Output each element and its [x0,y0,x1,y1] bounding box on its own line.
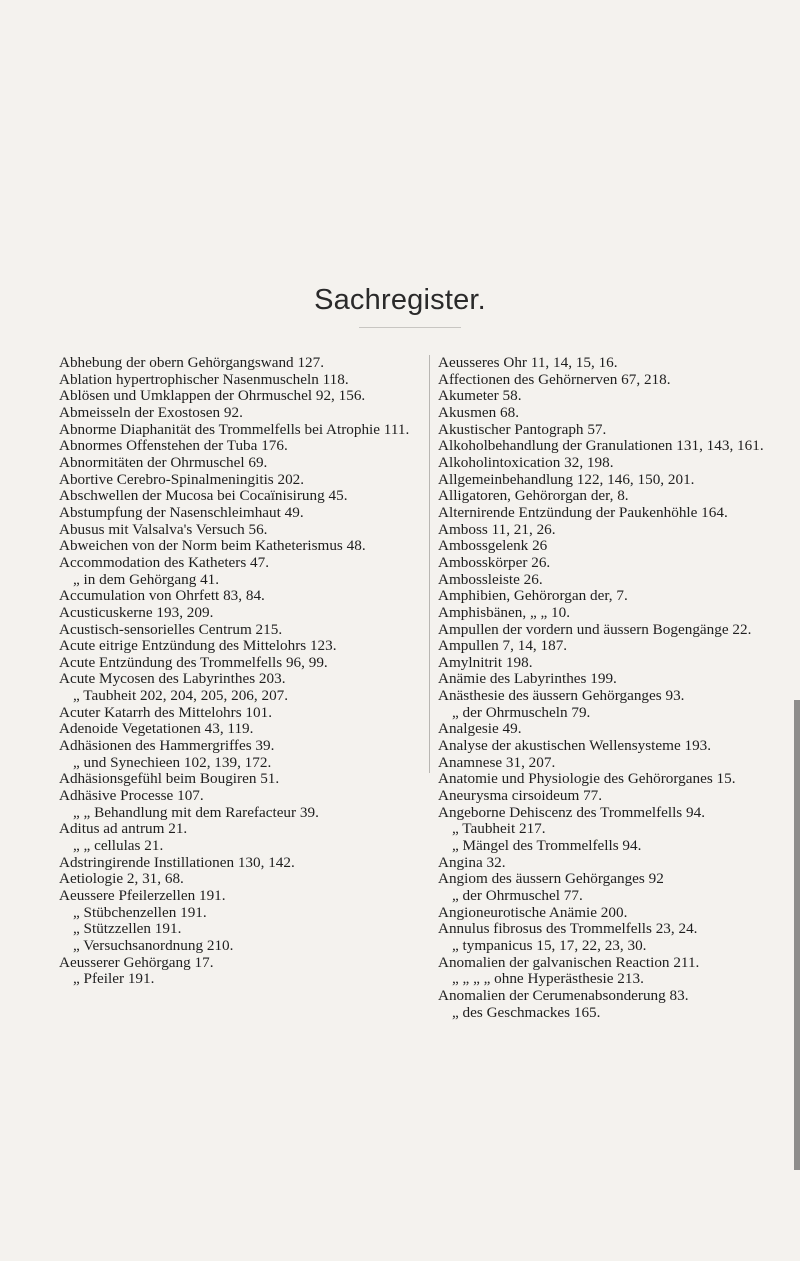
index-entry: Abnormes Offenstehen der Tuba 176. [59,437,288,455]
index-entry: „ Stübchenzellen 191. [73,903,207,921]
title-rule [359,327,461,328]
index-entry: Aetiologie 2, 31, 68. [59,870,184,888]
index-entry: „ „ Behandlung mit dem Rarefacteur 39. [73,803,319,821]
index-entry: Abhebung der obern Gehörgangswand 127. [59,354,325,371]
index-entry: Anamnese 31, 207. [438,753,556,771]
index-entry: Aeusserer Gehörgang 17. [59,953,214,971]
index-entry: „ der Ohrmuscheln 79. [452,703,591,721]
index-entry: Akusmen 68. [438,403,519,421]
index-entry: Alternirende Entzündung der Paukenhöhle 164. [438,503,728,521]
index-entry: Affectionen des Gehörnerven 67, 218. [438,370,671,388]
index-entry: Anomalien der Cerumenabsonderung 83. [438,986,689,1004]
index-entry: Alligatoren, Gehörorgan der, 8. [438,487,629,505]
index-entry: Ablation hypertrophischer Nasenmuscheln 118. [59,370,349,388]
index-entry: „ in dem Gehörgang 41. [73,570,220,588]
index-entry: Acute eitrige Entzündung des Mittelohrs 123. [59,637,337,655]
index-entry: Aeusseres Ohr 11, 14, 15, 16. [438,354,618,371]
index-column-left [59,355,429,988]
index-entry: Accumulation von Ohrfett 83, 84. [59,587,265,605]
index-entry: „ Taubheit 217. [452,820,546,838]
index-entry: Allgemeinbehandlung 122, 146, 150, 201. [438,470,695,488]
index-entry: Abnorme Diaphanität des Trommelfells bei Atrophie 111. [59,420,410,438]
index-entry: „ Versuchsanordnung 210. [73,936,234,954]
index-entry: Acute Entzündung des Trommelfells 96, 99. [59,653,328,671]
index-entry: Ambossgelenk 26 [438,537,548,555]
index-entry: Adenoide Vegetationen 43, 119. [59,720,254,738]
index-entry: Amphibien, Gehörorgan der, 7. [438,587,628,605]
index-entry: Akustischer Pantograph 57. [438,420,607,438]
index-entry: Acusticuskerne 193, 209. [59,603,214,621]
index-entry: Akumeter 58. [438,387,522,405]
index-entry: Analyse der akustischen Wellensysteme 193. [438,737,712,755]
index-entry: „ Mängel des Trommelfells 94. [452,837,642,855]
index-entry: Ambosskörper 26. [438,553,551,571]
index-entry: Amboss 11, 21, 26. [438,520,556,538]
index-entry: Acute Mycosen des Labyrinthes 203. [59,670,286,688]
index-entry: „ Pfeiler 191. [73,970,155,988]
index-entry: Accommodation des Katheters 47. [59,553,270,571]
index-entry: Anomalien der galvanischen Reaction 211. [438,953,700,971]
index-entry: Abweichen von der Norm beim Katheterismus 48. [59,537,366,555]
index-entry: Ampullen der vordern und äussern Bogengänge 22. [438,620,752,638]
index-entry: „ „ cellulas 21. [73,837,164,855]
index-entry: Adstringirende Instillationen 130, 142. [59,853,295,871]
index-entry: Acustisch-sensorielles Centrum 215. [59,620,283,638]
index-entry: Acuter Katarrh des Mittelohrs 101. [59,703,272,721]
index-entry: Alkoholbehandlung der Granulationen 131, 143, 161. [438,437,764,455]
index-entry: Adhäsionen des Hammergriffes 39. [59,737,275,755]
index-entry: Amylnitrit 198. [438,653,533,671]
index-entry: Abortive Cerebro-Spinalmeningitis 202. [59,470,305,488]
index-entry: Abnormitäten der Ohrmuschel 69. [59,453,268,471]
index-entry: „ Stützzellen 191. [73,920,182,938]
index-entry: Angina 32. [438,853,506,871]
index-entry: „ Taubheit 202, 204, 205, 206, 207. [73,687,289,705]
index-entry: Ambossleiste 26. [438,570,543,588]
index-entry: Anämie des Labyrinthes 199. [438,670,617,688]
index-entry: Aneurysma cirsoideum 77. [438,787,603,805]
index-entry: „ der Ohrmuschel 77. [452,887,583,904]
index-entry: Abstumpfung der Nasenschleimhaut 49. [59,503,304,521]
index-entry: Aditus ad antrum 21. [59,820,188,838]
index-entry: Alkoholintoxication 32, 198. [438,453,614,471]
index-entry: Ablösen und Umklappen der Ohrmuschel 92, 156. [59,387,366,405]
page-title: Sachregister. [314,284,486,316]
index-entry: Angiom des äussern Gehörganges 92 [438,870,664,888]
index-entry: Adhäsive Processe 107. [59,787,204,805]
column-divider [429,355,430,773]
index-entry: Abschwellen der Mucosa bei Cocaïnisirung 45. [59,487,348,505]
index-entry: Adhäsionsgefühl beim Bougiren 51. [59,770,280,788]
page-edge-shadow [794,700,800,1170]
index-entry: Angeborne Dehiscenz des Trommelfells 94. [438,803,705,821]
index-entry: „ und Synechieen 102, 139, 172. [73,753,272,771]
index-entry: Abmeisseln der Exostosen 92. [59,403,243,421]
index-entry: „ „ „ „ ohne Hyperästhesie 213. [452,970,644,988]
index-column-right [438,355,800,1021]
index-entry: „ des Geschmackes 165. [452,1003,601,1021]
index-entry: Anatomie und Physiologie des Gehörorganes 15. [438,770,736,788]
index-entry: Aeussere Pfeilerzellen 191. [59,887,226,904]
index-entry: Angioneurotische Anämie 200. [438,903,628,921]
index-entry: Amphisbänen, „ „ 10. [438,603,571,621]
index-entry: Analgesie 49. [438,720,522,738]
index-entry: Abusus mit Valsalva's Versuch 56. [59,520,268,538]
index-entry: Ampullen 7, 14, 187. [438,637,568,655]
index-entry: „ tympanicus 15, 17, 22, 23, 30. [452,936,647,954]
index-entry: Anästhesie des äussern Gehörganges 93. [438,687,685,705]
index-entry: Annulus fibrosus des Trommelfells 23, 24. [438,920,698,938]
